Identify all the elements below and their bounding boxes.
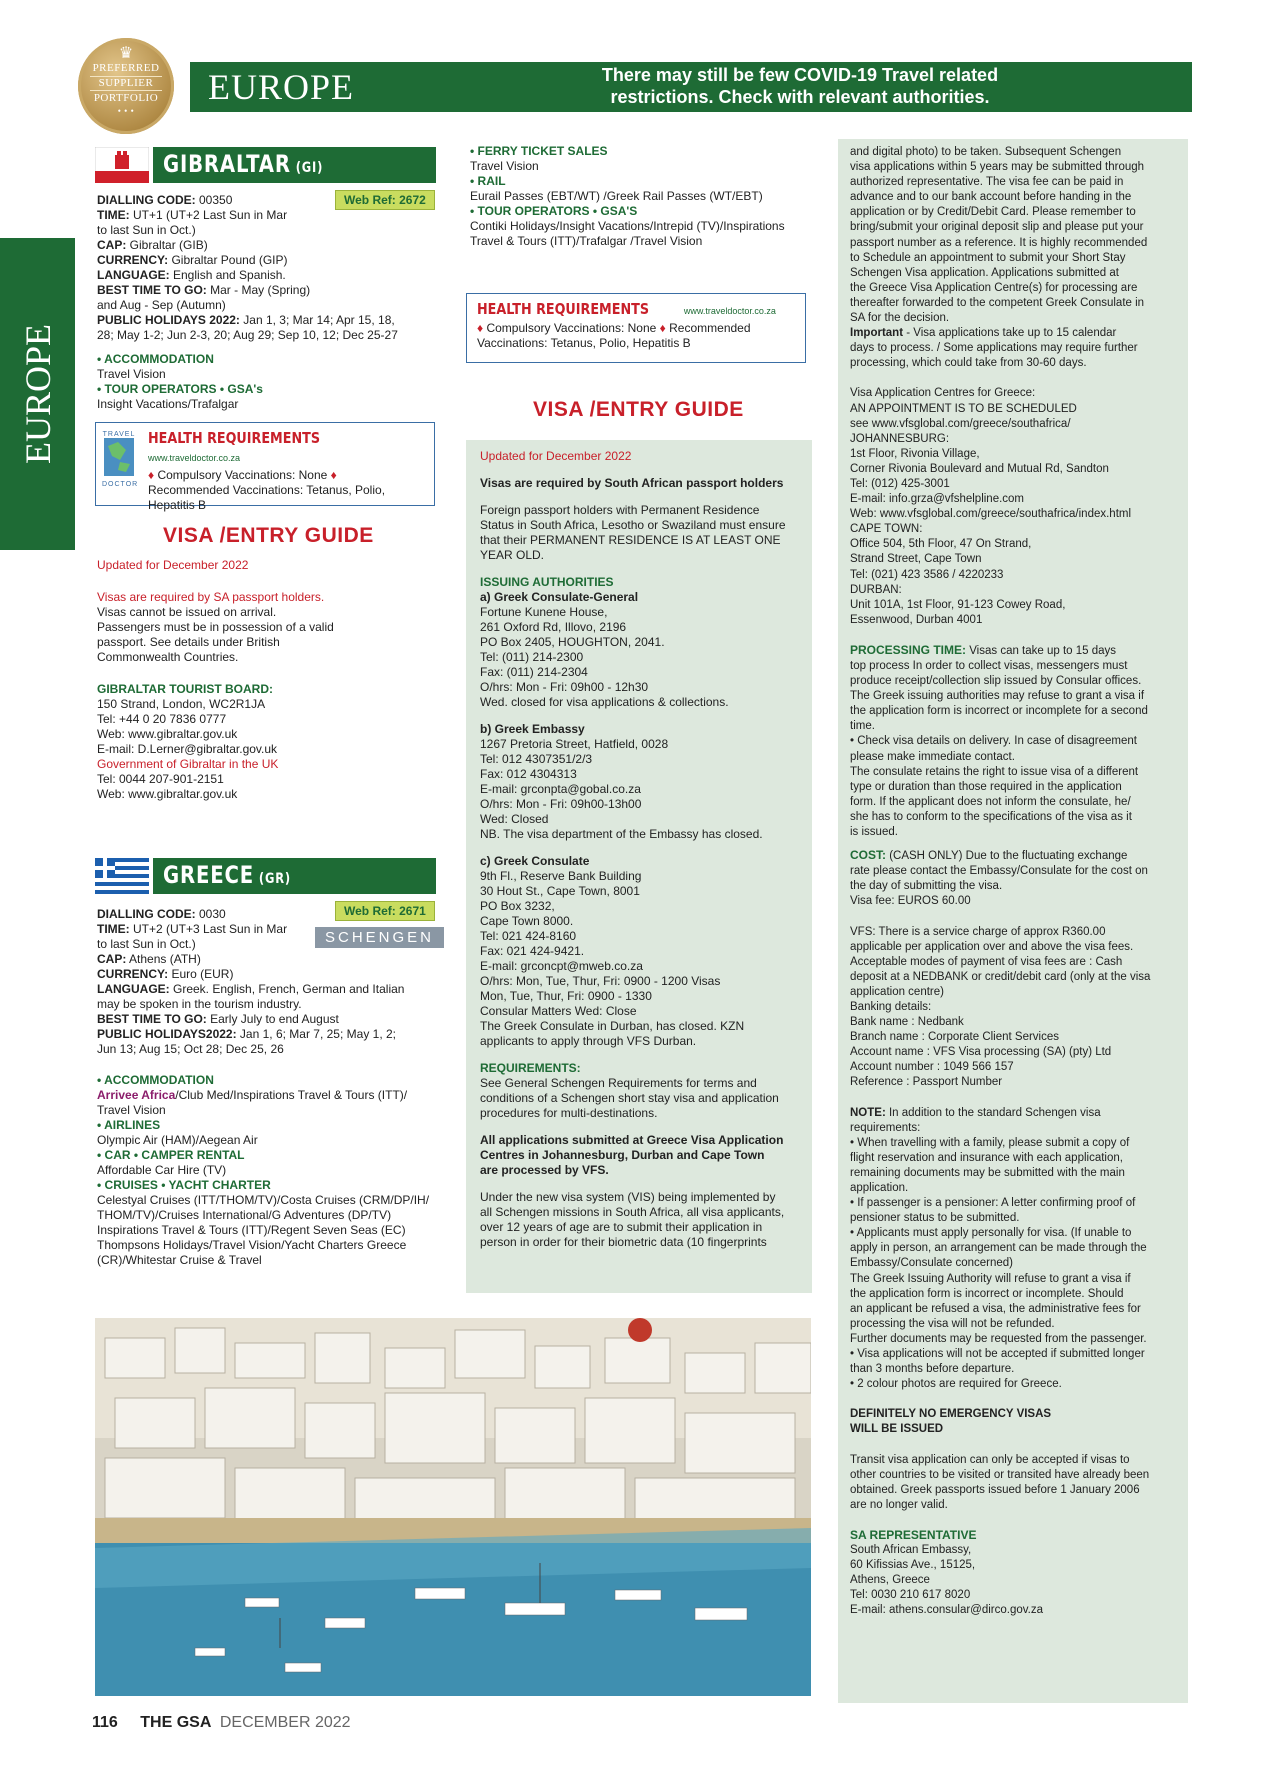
processing-line: she has to conform to the specifications of the visa as it <box>850 810 1132 823</box>
sa-rep-line: Tel: 0030 210 617 8020 <box>850 1589 971 1602</box>
all-apps-line: All applications submitted at Greece Visa Application <box>480 1133 784 1147</box>
greece-visa-col2 <box>480 449 810 1250</box>
accommodation-text: Travel Vision <box>97 1103 166 1117</box>
featured-supplier: Arrivee Africa <box>97 1088 176 1102</box>
issuing-line: The Greek Consulate in Durban, has closed. KZN <box>480 1019 745 1033</box>
cost-line: the day of submitting the visa. <box>850 880 1003 893</box>
accommodation-text: Arrivee Africa/Club Med/Inspirations Travel & Tours (ITT)/ <box>97 1088 408 1102</box>
no-emergency-line: DEFINITELY NO EMERGENCY VISAS <box>850 1408 1052 1421</box>
cost-line: Visa fee: EUROS 60.00 <box>850 895 971 908</box>
processing-line: form. If the applicant does not inform the consulate, he/ <box>850 795 1131 808</box>
visa-required-text: Visas are required by SA passport holders. <box>97 590 325 604</box>
tour-operators-heading: • TOUR OPERATORS • GSA'S <box>470 204 638 218</box>
vac-line: Tel: (021) 423 3586 / 4220233 <box>850 568 1004 581</box>
vac-line: Web: www.vfsglobal.com/greece/southafrica/index.html <box>850 508 1132 521</box>
sa-rep-line: E-mail: athens.consular@dirco.gov.za <box>850 1604 1043 1617</box>
foreign-line: YEAR OLD. <box>480 548 545 562</box>
processing-line: The Greek issuing authorities may refuse to grant a visa if <box>850 690 1145 703</box>
fact-line: Jun 13; Aug 15; Oct 28; Dec 25, 26 <box>97 1042 284 1056</box>
vac-line: AN APPOINTMENT IS TO BE SCHEDULED <box>850 402 1077 415</box>
issuing-line: NB. The visa department of the Embassy has closed. <box>480 827 763 841</box>
sa-rep-line: 60 Kifissias Ave., 15125, <box>850 1558 976 1571</box>
airlines-heading: • AIRLINES <box>97 1118 161 1132</box>
note-line: than 3 months before departure. <box>850 1363 1015 1376</box>
transit-line: Transit visa application can only be accepted if visas to <box>850 1453 1130 1466</box>
mykonos-harbour-photo <box>95 1318 811 1696</box>
fact-line: CAP: Gibraltar (GIB) <box>97 238 208 252</box>
fact-line: LANGUAGE: Greek. English, French, German and Italian <box>97 982 405 996</box>
requirements-heading: REQUIREMENTS: <box>480 1061 581 1075</box>
rail-text: Eurail Passes (EBT/WT) /Greek Rail Passes (WT/EBT) <box>470 189 763 203</box>
issuing-line: O/hrs: Mon, Tue, Thur, Fri: 0900 - 1200 Visas <box>480 974 721 988</box>
visa-line: application or by Credit/Debit Card. Please remember to <box>850 206 1136 219</box>
note-line: an applicant be refused a visa, the administrative fees for <box>850 1302 1141 1315</box>
processing-heading: PROCESSING TIME: <box>850 642 967 657</box>
issuing-line: Tel: (011) 214-2300 <box>480 650 584 664</box>
fact-line: PUBLIC HOLIDAYS 2022: Jan 1, 3; Mar 14; Apr 15, 18, <box>97 313 395 327</box>
crown-icon: ♛ <box>118 45 134 62</box>
visa-text: Passengers must be in possession of a valid <box>97 620 334 634</box>
accommodation-heading: • ACCOMMODATION <box>97 1073 214 1087</box>
transit-line: obtained. Greek passports issued before 1 January 2006 <box>850 1483 1140 1496</box>
schengen-badge: SCHENGEN <box>315 927 444 948</box>
tourist-board-heading: GIBRALTAR TOURIST BOARD: <box>97 682 273 696</box>
covid-notice-line: restrictions. Check with relevant authorities. <box>610 87 990 107</box>
greece-suppliers-cont <box>470 144 810 249</box>
ferry-text: Travel Vision <box>470 159 539 173</box>
processing-line: is issued. <box>850 826 898 839</box>
issuing-line: 1267 Pretoria Street, Hatfield, 0028 <box>480 737 669 751</box>
covid-notice-line: There may still be few COVID-19 Travel related <box>601 65 999 85</box>
issuing-line: E-mail: grconcpt@mweb.co.za <box>480 959 643 973</box>
sa-representative-heading: SA REPRESENTATIVE <box>850 1527 977 1542</box>
issuing-line: O/hrs: Mon - Fri: 09h00-13h00 <box>480 797 642 811</box>
visa-line: advance and to our bank account before handing in the <box>850 191 1132 204</box>
issuing-a-heading: a) Greek Consulate-General <box>480 590 639 604</box>
fact-line: CURRENCY: Euro (EUR) <box>97 967 234 981</box>
seal-text: PORTFOLIO <box>93 92 159 104</box>
issuing-line: Consular Matters Wed: Close <box>480 1004 637 1018</box>
rail-heading: • RAIL <box>470 174 506 188</box>
foreign-line: that their PERMANENT RESIDENCE IS AT LEAST ONE <box>480 533 781 547</box>
vac-line: Strand Street, Cape Town <box>850 553 982 566</box>
vac-line: DURBAN: <box>850 583 902 596</box>
vfs-line: Acceptable modes of payment of visa fees are : Cash <box>850 955 1123 968</box>
updated-note: Updated for December 2022 <box>97 558 249 572</box>
greece-suppliers <box>97 1073 437 1268</box>
country-code: (GI) <box>295 160 324 176</box>
gibraltar-flag-icon <box>95 147 149 183</box>
web-ref-badge: Web Ref: 2671 <box>335 901 435 921</box>
vac-line: E-mail: info.grza@vfshelpline.com <box>850 493 1025 506</box>
requirements-line: conditions of a Schengen short stay visa and application <box>480 1091 779 1105</box>
health-text: ♦ Compulsory Vaccinations: None ♦ Recommended Vaccinations: Tetanus, Polio, Hepatitis B <box>477 321 751 350</box>
processing-line: top process In order to collect visas, messengers must <box>850 660 1128 672</box>
visa-line: SA for the decision. <box>850 312 950 325</box>
tourist-board-line: Tel: +44 0 20 7836 0777 <box>97 712 227 726</box>
logo-text: DOCTOR <box>102 481 139 488</box>
fact-line: to last Sun in Oct.) <box>97 223 196 237</box>
greece-health-box <box>466 293 806 363</box>
gibraltar-tourist-board <box>97 682 437 802</box>
vac-line: Unit 101A, 1st Floor, 91-123 Cowey Road, <box>850 598 1066 611</box>
vac-line: Visa Application Centres for Greece: <box>850 387 1036 400</box>
note-line: • When travelling with a family, please submit a copy of <box>850 1136 1130 1149</box>
visa-line: days to process. / Some applications may require further <box>850 342 1138 355</box>
issuing-b-heading: b) Greek Embassy <box>480 722 585 736</box>
processing-line: produce receipt/collection slip issued by Consular offices. <box>850 675 1142 688</box>
cruises-text: (CR)/Whitestar Cruise & Travel <box>97 1253 262 1267</box>
updated-note: Updated for December 2022 <box>480 449 632 463</box>
note-line: The Greek Issuing Authority will refuse to grant a visa if <box>850 1272 1131 1285</box>
harbour-image <box>95 1318 811 1696</box>
gibraltar-banner <box>95 147 436 183</box>
vis-line: all Schengen missions in South Africa, all visa applicants, <box>480 1205 785 1219</box>
requirements-line: See General Schengen Requirements for terms and <box>480 1076 757 1090</box>
fact-line: PUBLIC HOLIDAYS2022: Jan 1, 6; Mar 7, 25; May 1, 2; <box>97 1027 397 1041</box>
note-line: pensioner status to be submitted. <box>850 1212 1020 1225</box>
visa-guide-title: VISA /ENTRY GUIDE <box>163 524 374 547</box>
issuing-authorities-heading: ISSUING AUTHORITIES <box>480 575 614 589</box>
health-title: HEALTH REQUIREMENTS <box>477 300 650 318</box>
visa-text: Commonwealth Countries. <box>97 650 239 664</box>
tour-operators-text: Travel & Tours (ITT)/Trafalgar /Travel Vision <box>470 234 703 248</box>
visa-required-text: Visas are required by South African passport holders <box>480 476 784 490</box>
tourist-board-line: E-mail: D.Lerner@gibraltar.gov.uk <box>97 742 278 756</box>
processing-line: • Check visa details on delivery. In case of disagreement <box>850 735 1137 748</box>
globe-icon <box>104 438 134 476</box>
issue-date: DECEMBER 2022 <box>219 1714 351 1731</box>
issuing-line: applicants to apply through VFS Durban. <box>480 1034 697 1048</box>
cost-line: COST: (CASH ONLY) Due to the fluctuating exchange <box>850 848 1128 863</box>
note-line: remaining documents may be submitted with the main <box>850 1166 1125 1179</box>
visa-line: to Schedule an appointment to submit your Short Stay <box>850 251 1126 264</box>
issuing-line: Wed. closed for visa applications & collections. <box>480 695 729 709</box>
health-url: www.traveldoctor.co.za <box>683 306 776 316</box>
vis-line: over 12 years of age are to submit their application in <box>480 1220 763 1234</box>
fact-line: and Aug - Sep (Autumn) <box>97 298 226 312</box>
vfs-line: Reference : Passport Number <box>850 1076 1003 1089</box>
transit-line: are no longer valid. <box>850 1498 948 1511</box>
note-line: requirements: <box>850 1121 921 1134</box>
issuing-line: PO Box 3232, <box>480 899 555 913</box>
government-line: Tel: 0044 207-901-2151 <box>97 772 224 786</box>
issuing-line: O/hrs: Mon - Fri: 09h00 - 12h30 <box>480 680 649 694</box>
processing-line: please make immediate contact. <box>850 750 1015 763</box>
page-number: 116 <box>92 1714 118 1731</box>
section-title: EUROPE <box>208 67 355 107</box>
visa-line: Schengen Visa application. Applications submitted at <box>850 266 1119 279</box>
issuing-line: Tel: 021 424-8160 <box>480 929 577 943</box>
visa-line: authorized representative. The visa fee can be paid in <box>850 176 1124 189</box>
gibraltar-health-box <box>95 422 435 512</box>
vfs-line: applicable per application over and above the visa fees. <box>850 940 1134 953</box>
tour-operators-text: Insight Vacations/Trafalgar <box>97 397 239 411</box>
all-apps-line: are processed by VFS. <box>480 1163 609 1177</box>
cruises-text: Celestyal Cruises (ITT/THOM/TV)/Costa Cruises (CRM/DP/IH/ <box>97 1193 430 1207</box>
greece-facts <box>97 907 437 1057</box>
processing-line: PROCESSING TIME: Visas can take up to 15 days <box>850 642 1117 657</box>
fact-line: TIME: UT+1 (UT+2 Last Sun in Mar <box>97 208 288 222</box>
car-rental-text: Affordable Car Hire (TV) <box>97 1163 227 1177</box>
greece-banner <box>95 858 436 894</box>
issuing-line: Fax: 021 424-9421. <box>480 944 585 958</box>
government-heading: Government of Gibraltar in the UK <box>97 757 279 771</box>
note-line: • Visa applications will not be accepted if submitted longer <box>850 1348 1145 1361</box>
fact-line: LANGUAGE: English and Spanish. <box>97 268 286 282</box>
processing-line: the application form is incorrect or incomplete for a second <box>850 705 1148 718</box>
visa-line: visa applications within 5 years may be submitted through <box>850 161 1145 174</box>
issuing-line: Tel: 012 4307351/2/3 <box>480 752 593 766</box>
travel-doctor-logo <box>102 431 139 497</box>
visa-line: and digital photo) to be taken. Subsequent Schengen <box>850 146 1122 158</box>
vac-line: Corner Rivonia Boulevard and Mutual Rd, Sandton <box>850 462 1109 475</box>
airlines-text: Olympic Air (HAM)/Aegean Air <box>97 1133 258 1147</box>
processing-line: The consulate retains the right to issue visa of a different <box>850 765 1139 778</box>
cruises-text: THOM/TV)/Cruises International/G Adventures (DP/TV) <box>97 1208 392 1222</box>
note-line: application. <box>850 1182 909 1194</box>
fact-line: BEST TIME TO GO: Early July to end August <box>97 1012 339 1026</box>
seal-text: PREFERRED <box>92 62 160 74</box>
country-code: (GR) <box>258 871 291 887</box>
processing-line: type or duration than those required in the application <box>850 780 1122 793</box>
ferry-heading: • FERRY TICKET SALES <box>470 144 608 158</box>
vis-line: person in order for their biometric data (10 fingerprints <box>480 1235 767 1249</box>
issuing-line: Mon, Tue, Thur, Fri: 0900 - 1330 <box>480 989 652 1003</box>
all-apps-line: Centres in Johannesburg, Durban and Cape Town <box>480 1148 765 1162</box>
country-name: GIBRALTAR <box>163 150 291 178</box>
fact-line: TIME: UT+2 (UT+3 Last Sun in Mar <box>97 922 288 936</box>
processing-line: time. <box>850 720 875 733</box>
vac-line: 1st Floor, Rivonia Village, <box>850 447 980 460</box>
issuing-line: Cape Town 8000. <box>480 914 574 928</box>
issuing-line: E-mail: grconpta@gobal.co.za <box>480 782 641 796</box>
note-line: processing the visa will not be refunded. <box>850 1317 1055 1330</box>
tour-operators-text: Contiki Holidays/Insight Vacations/Intrepid (TV)/Inspirations <box>470 219 785 233</box>
issuing-line: Fortune Kunene House, <box>480 605 608 619</box>
fact-line: BEST TIME TO GO: Mar - May (Spring) <box>97 283 311 297</box>
health-text: ♦ Compulsory Vaccinations: None ♦ Recommended Vaccinations: Tetanus, Polio, Hepatitis B <box>148 468 386 512</box>
gibraltar-suppliers <box>97 352 437 412</box>
fact-line: CURRENCY: Gibraltar Pound (GIP) <box>97 253 288 267</box>
cruises-heading: • CRUISES • YACHT CHARTER <box>97 1178 271 1192</box>
vac-line: Tel: (012) 425-3001 <box>850 477 950 490</box>
visa-text: Visas cannot be issued on arrival. <box>97 605 277 619</box>
fact-line: 28; May 1-2; Jun 2-3, 20; Aug 29; Sep 10, 12; Dec 25-27 <box>97 328 398 342</box>
page-footer <box>92 1714 351 1732</box>
important-line: Important - Visa applications take up to 15 calendar <box>850 327 1117 340</box>
visa-line: the Greece Visa Application Centre(s) for processing are <box>850 281 1138 294</box>
gibraltar-visa-info <box>97 590 437 665</box>
country-name: GREECE <box>163 861 255 889</box>
sa-rep-line: South African Embassy, <box>850 1543 972 1556</box>
requirements-line: procedures for multi-destinations. <box>480 1106 658 1120</box>
fact-line: DIALLING CODE: 0030 <box>97 907 226 921</box>
vfs-line: Account number : 1049 566 157 <box>850 1061 1014 1074</box>
vac-line: see www.vfsglobal.com/greece/southafrica/ <box>850 417 1071 430</box>
magazine-name: THE GSA <box>140 1714 212 1731</box>
issuing-line: 9th Fl., Reserve Bank Building <box>480 869 642 883</box>
visa-line: passport number as a reference. It is highly recommended <box>850 236 1148 249</box>
web-ref-badge: Web Ref: 2672 <box>335 190 435 210</box>
issuing-line: Fax: 012 4304313 <box>480 767 577 781</box>
note-line: apply in person, an arrangement can be made through the <box>850 1242 1147 1255</box>
cost-line: rate please contact the Embassy/Consulate for the cost on <box>850 865 1148 878</box>
note-line: • Applicants must apply personally for visa. (If unable to <box>850 1227 1132 1240</box>
no-emergency-line: WILL BE ISSUED <box>850 1423 944 1436</box>
gibraltar-facts <box>97 193 437 343</box>
vfs-line: deposit at a NEDBANK or credit/debit card (only at the visa <box>850 970 1151 983</box>
preferred-supplier-seal <box>78 38 174 134</box>
foreign-line: Status in South Africa, Lesotho or Swaziland must ensure <box>480 518 786 532</box>
fact-line: CAP: Athens (ATH) <box>97 952 201 966</box>
issuing-c-heading: c) Greek Consulate <box>480 854 590 868</box>
vac-line: JOHANNESBURG: <box>850 432 950 445</box>
sa-rep-line: Athens, Greece <box>850 1574 930 1587</box>
cost-heading: COST: <box>850 848 886 863</box>
vis-line: Under the new visa system (VIS) being implemented by <box>480 1190 776 1204</box>
tourist-board-line: 150 Strand, London, WC2R1JA <box>97 697 266 711</box>
fact-line: may be spoken in the tourism industry. <box>97 997 302 1011</box>
note-line: NOTE: In addition to the standard Schengen visa <box>850 1106 1101 1119</box>
issuing-line: 30 Hout St., Cape Town, 8001 <box>480 884 640 898</box>
cruises-text: Thompsons Holidays/Travel Vision/Yacht Charters Greece <box>97 1238 407 1252</box>
vac-line: CAPE TOWN: <box>850 523 923 536</box>
visa-line: thereafter forwarded to the competent Greek Consulate in <box>850 296 1145 309</box>
issuing-line: 261 Oxford Rd, Illovo, 2196 <box>480 620 627 634</box>
greece-flag-icon <box>95 858 149 894</box>
fact-line: DIALLING CODE: 00350 <box>97 193 233 207</box>
logo-text: TRAVEL <box>102 431 136 438</box>
note-line: • If passenger is a pensioner: A letter confirming proof of <box>850 1197 1136 1210</box>
health-title: HEALTH REQUIREMENTS <box>148 429 321 447</box>
cruises-text: Inspirations Travel & Tours (ITT)/Regent Seven Seas (EC) <box>97 1223 406 1237</box>
seal-text: SUPPLIER <box>90 76 162 91</box>
car-rental-heading: • CAR • CAMPER RENTAL <box>97 1148 245 1162</box>
visa-text: passport. See details under British <box>97 635 280 649</box>
visa-line: processing, which could take from 30-60 days. <box>850 357 1087 370</box>
note-line: • 2 colour photos are required for Greece. <box>850 1378 1062 1391</box>
tour-operators-heading: • TOUR OPERATORS • GSA's <box>97 382 263 396</box>
note-line: Further documents may be requested from the passenger. <box>850 1332 1147 1345</box>
visa-line: bring/submit your original deposit slip and please put your <box>850 221 1144 234</box>
fact-line: to last Sun in Oct.) <box>97 937 196 951</box>
health-url: www.traveldoctor.co.za <box>148 453 241 463</box>
issuing-line: Fax: (011) 214-2304 <box>480 665 588 679</box>
issuing-line: PO Box 2405, HOUGHTON, 2041. <box>480 635 665 649</box>
vfs-line: Branch name : Corporate Client Services <box>850 1031 1060 1044</box>
side-tab-label: EUROPE <box>17 323 58 465</box>
vfs-line: Account name : VFS Visa processing (SA) (pty) Ltd <box>850 1046 1112 1059</box>
covid-notice <box>540 64 1060 108</box>
vfs-line: Banking details: <box>850 1000 932 1013</box>
government-line: Web: www.gibraltar.gov.uk <box>97 787 238 801</box>
visa-guide-title: VISA /ENTRY GUIDE <box>533 398 744 421</box>
vfs-line: Bank name : Nedbank <box>850 1016 964 1029</box>
note-line: flight reservation and insurance with each application, <box>850 1151 1123 1164</box>
note-line: the application form is incorrect or incomplete. Should <box>850 1287 1124 1300</box>
transit-line: other countries to be visited or transited have already been <box>850 1468 1150 1481</box>
tourist-board-line: Web: www.gibraltar.gov.uk <box>97 727 238 741</box>
vfs-line: application centre) <box>850 985 944 998</box>
seal-dots: • • • <box>117 106 135 116</box>
vac-line: Office 504, 5th Floor, 47 On Strand, <box>850 538 1032 551</box>
vfs-line: VFS: There is a service charge of approx R360.00 <box>850 925 1106 938</box>
foreign-line: Foreign passport holders with Permanent Residence <box>480 503 760 517</box>
accommodation-heading: • ACCOMMODATION <box>97 352 214 366</box>
issuing-line: Wed: Closed <box>480 812 549 826</box>
side-section-tab <box>0 238 75 550</box>
accommodation-text: Travel Vision <box>97 367 166 381</box>
note-line: Embassy/Consulate concerned) <box>850 1257 1013 1270</box>
greece-visa-col3 <box>850 145 1182 1618</box>
vac-line: Essenwood, Durban 4001 <box>850 613 983 626</box>
